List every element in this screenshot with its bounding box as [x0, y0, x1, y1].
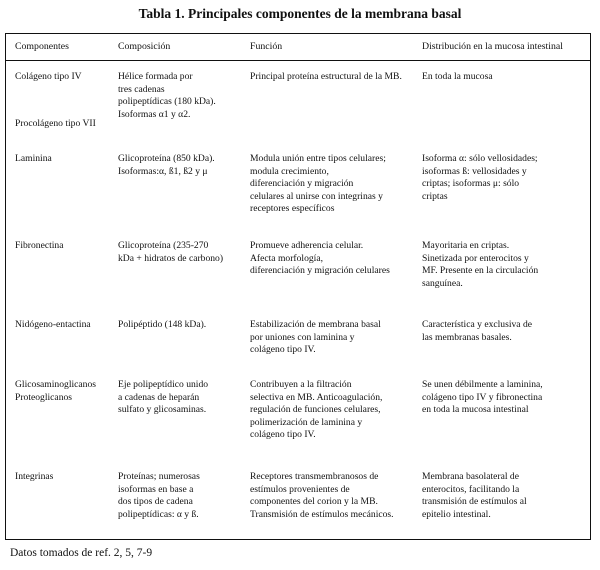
row-colageno-component2: Procolágeno tipo VII — [15, 118, 96, 129]
header-distribution: Distribución en la mucosa intestinal — [422, 41, 563, 52]
source-footnote: Datos tomados de ref. 2, 5, 7-9 — [10, 547, 153, 559]
row-integrinas-distribution: Membrana basolateral de enterocitos, facilitando la transmisión de estímulos al epitelio intestinal. — [422, 471, 527, 520]
table-title: Tabla 1. Principales componentes de la membrana basal — [138, 6, 462, 21]
row-colageno-distribution: En toda la mucosa — [422, 71, 493, 82]
row-laminina-component: Laminina — [15, 153, 52, 164]
row-integrinas-component: Integrinas — [15, 471, 54, 482]
header-function: Función — [250, 41, 283, 52]
row-fibronectina-distribution: Mayoritaria en criptas. Sinetizada por enterocitos y MF. Presente en la circulación sanguínea. — [422, 240, 539, 289]
header-components: Componentes — [15, 41, 69, 52]
row-laminina-distribution: Isoforma α: sólo vellosidades; isoformas ß: vellosidades y criptas; isoformas μ: sólo criptas — [422, 153, 538, 202]
table-frame — [5, 33, 591, 540]
header-divider — [6, 60, 590, 61]
row-nidogeno-function: Estabilización de membrana basal por uniones con laminina y colágeno tipo IV. — [250, 319, 381, 355]
row-nidogeno-composition: Polipéptido (148 kDa). — [118, 319, 207, 330]
row-glicosaminoglicanos-distribution: Se unen débilmente a laminina, colágeno tipo IV y fibronectina en toda la mucosa intestinal — [422, 379, 543, 415]
header-composition: Composición — [118, 41, 171, 52]
row-glicosaminoglicanos-composition: Eje polipeptídico unido a cadenas de heparán sulfato y glicosaminas. — [118, 379, 209, 415]
row-fibronectina-composition: Glicoproteína (235-270 kDa + hidratos de carbono) — [118, 240, 224, 264]
row-colageno-function: Principal proteína estructural de la MB. — [250, 71, 402, 82]
row-colageno-composition: Hélice formada por tres cadenas polipeptídicas (180 kDa). Isoformas α1 y α2. — [118, 71, 216, 120]
row-glicosaminoglicanos-function: Contribuyen a la filtración selectiva en MB. Anticoagulación, regulación de funciones celulares, polimerización de laminina y colágeno tipo IV. — [250, 379, 383, 440]
row-integrinas-composition: Proteínas; numerosas isoformas en base a dos tipos de cadena polipeptídicas: α y ß. — [118, 471, 200, 520]
row-fibronectina-function: Promueve adherencia celular. Afecta morfología, diferenciación y migración celulares — [250, 240, 390, 276]
row-laminina-composition: Glicoproteína (850 kDa). Isoformas:α, ß1, ß2 y μ — [118, 153, 215, 177]
row-laminina-function: Modula unión entre tipos celulares; modula crecimiento, diferenciación y migración celulares al unirse con integrinas y receptores específicos — [250, 153, 386, 214]
row-colageno-component: Colágeno tipo IV — [15, 71, 82, 82]
row-glicosaminoglicanos-component: Glicosaminoglicanos Proteoglicanos — [15, 379, 96, 403]
row-integrinas-function: Receptores transmembranosos de estímulos provenientes de componentes del corion y la MB. Transmisión de estímulos mecánicos. — [250, 471, 394, 520]
row-nidogeno-component: Nidógeno-entactina — [15, 319, 91, 330]
row-fibronectina-component: Fibronectina — [15, 240, 64, 251]
row-nidogeno-distribution: Característica y exclusiva de las membranas basales. — [422, 319, 533, 343]
